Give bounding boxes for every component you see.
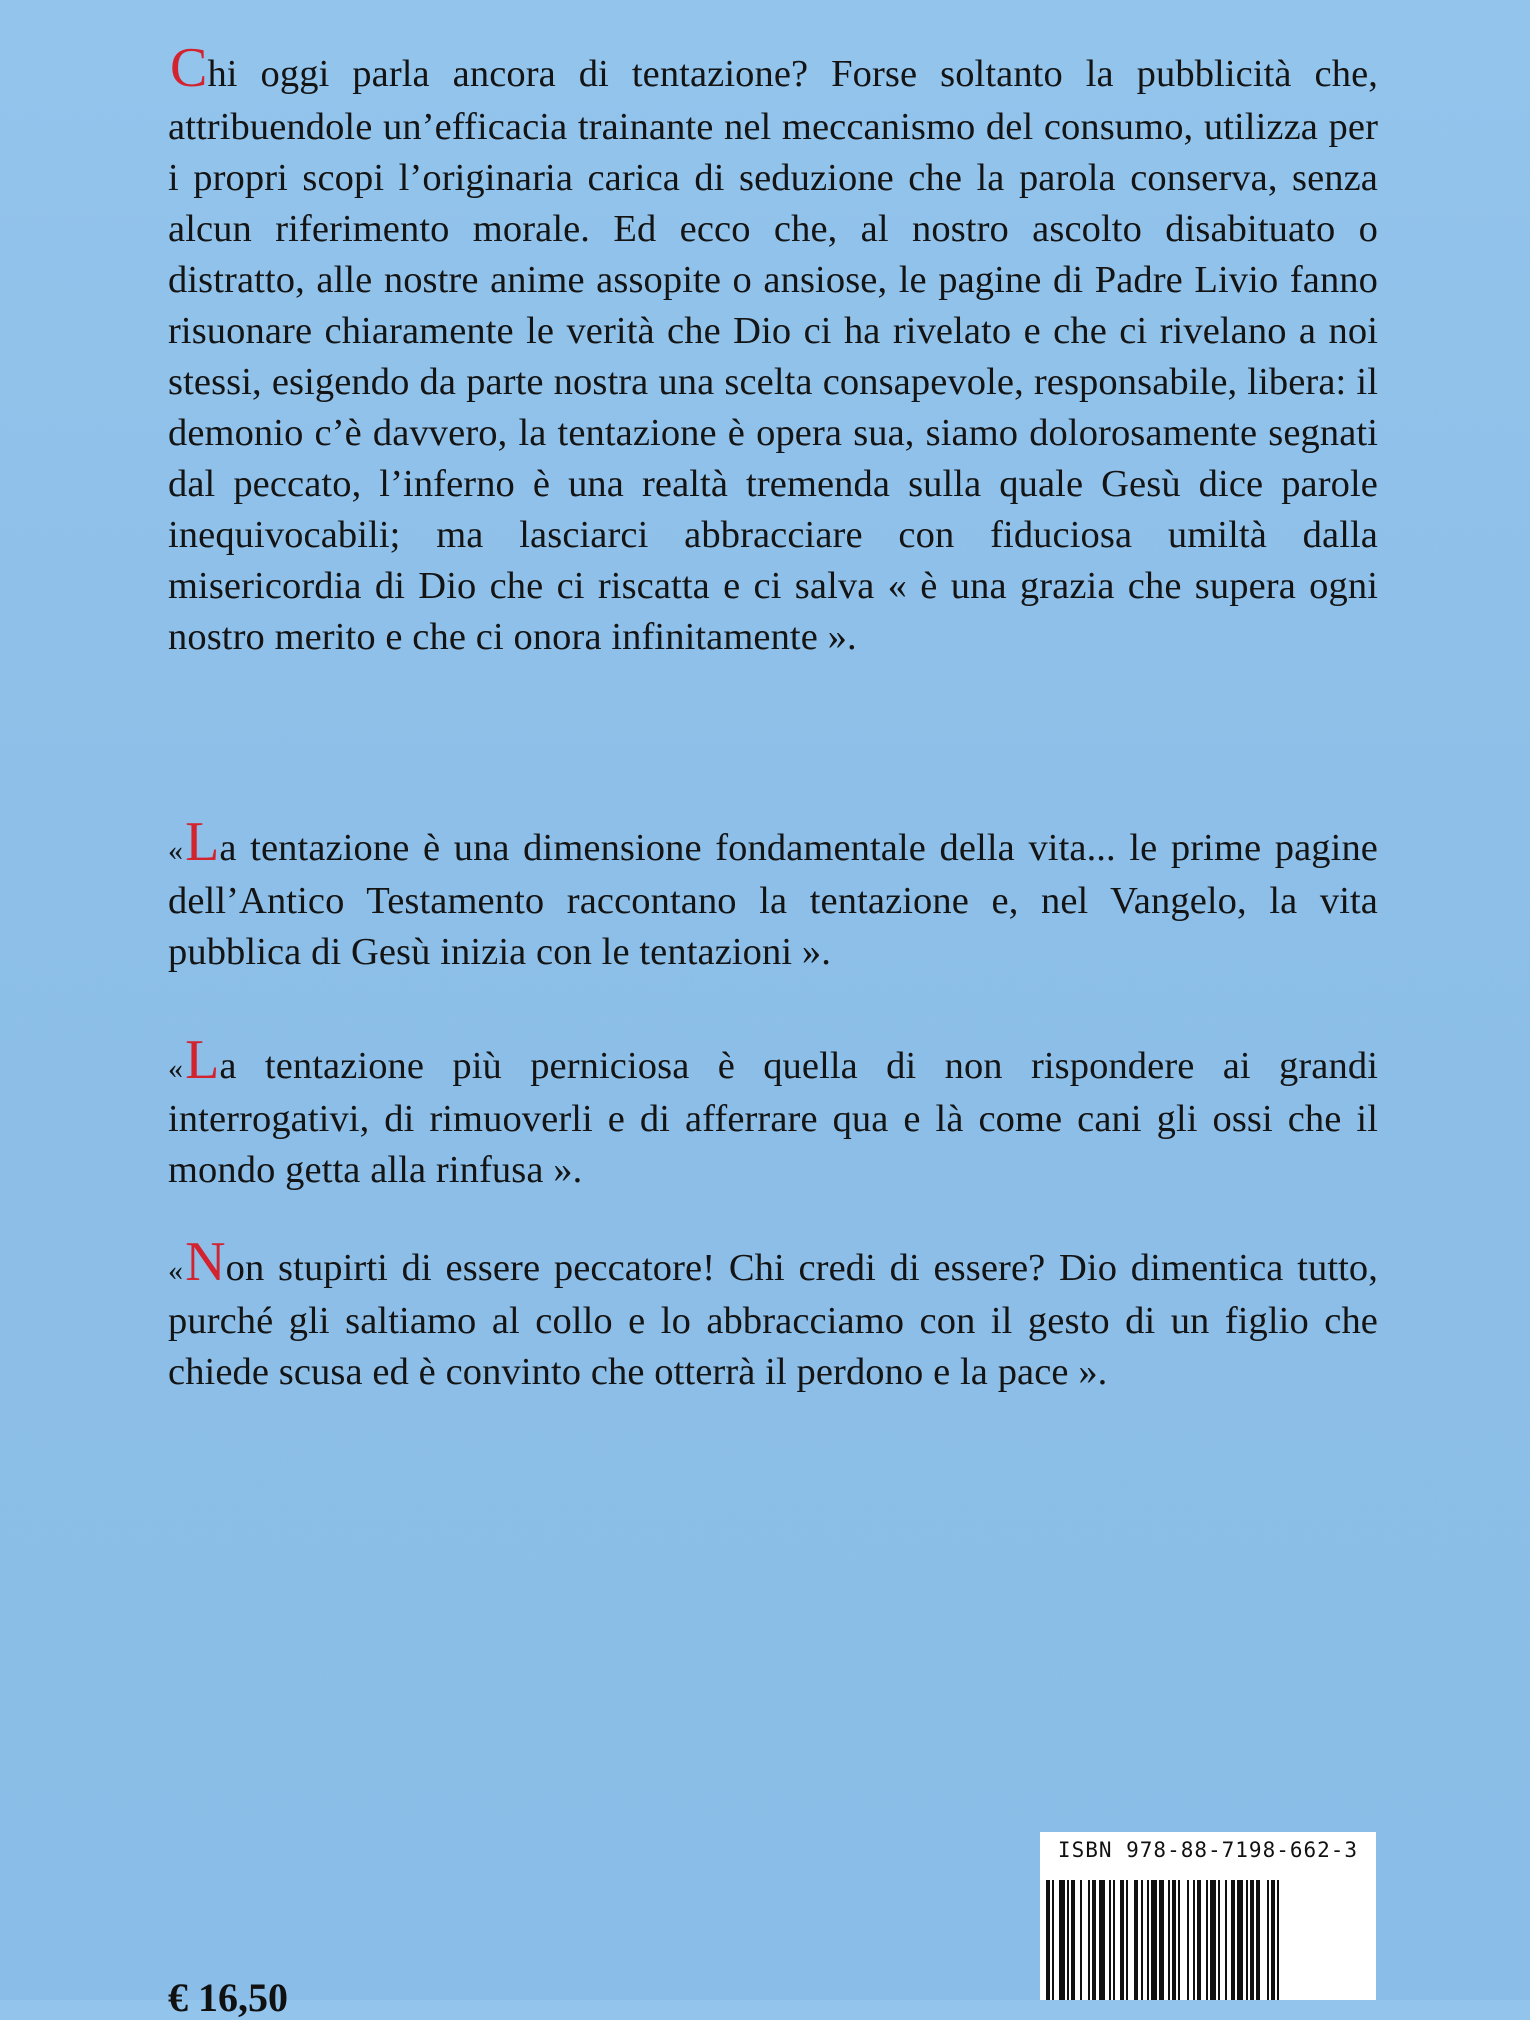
isbn-barcode-label [1040, 1832, 1376, 2000]
barcode-bar [1231, 1880, 1235, 2000]
barcode-bar [1134, 1880, 1138, 2000]
barcode-bar [1046, 1880, 1050, 2000]
paragraph-text: a tentazione più perniciosa è quella di non rispondere ai grandi interrogativi, di rimuoverli e di afferrare qua e là come cani gli ossi che il mondo getta alla rinfusa ». [168, 1045, 1378, 1191]
barcode-bar [1178, 1880, 1180, 2000]
quote-paragraph-3 [168, 1231, 1378, 1398]
opening-quote: « [168, 1254, 184, 1287]
barcode-bar [1193, 1880, 1195, 2000]
barcode-bar [1225, 1880, 1227, 2000]
barcode-bar [1271, 1880, 1275, 2000]
quote-paragraph-1 [168, 811, 1378, 978]
opening-quote: « [168, 1052, 184, 1085]
barcode-bar [1197, 1880, 1201, 2000]
barcode-bar [1277, 1880, 1279, 2000]
barcode-bar [1187, 1880, 1189, 2000]
barcode-bar [1088, 1880, 1090, 2000]
barcode-bar [1092, 1880, 1096, 2000]
barcode-bar [1168, 1880, 1170, 2000]
barcode-bar [1052, 1880, 1054, 2000]
drop-cap: L [185, 811, 220, 873]
barcode-bar [1080, 1880, 1082, 2000]
barcode-bar [1267, 1880, 1269, 2000]
barcode-bar [1147, 1880, 1149, 2000]
blurb-paragraph-1 [168, 37, 1378, 663]
paragraph-text: hi oggi parla ancora di tentazione? Forse soltanto la pubblicità che, attribuendole un’efficacia trainante nel meccanismo del consumo, utilizza per i propri scopi l’originaria carica di seduzione che la parola conserva, senza alcun riferimento morale. Ed ecco che, al nostro ascolto disabituato o distratto, alle nostre anime assopite o ansiose, le pagine di Padre Livio fanno risuonare chiaramente le verità che Dio ci ha rivelato e che ci rivelano a noi stessi, esigendo da parte nostra una scelta consapevole, responsabile, libera: il demonio c’è davvero, la tentazione è opera sua, siamo dolorosamente segnati dal peccato, l’inferno è una realtà tremenda sulla quale Gesù dice parole inequivocabili; ma lasciarci abbracciare con fiduciosa umiltà dalla misericordia di Dio che ci riscatta e ci salva « è una grazia che supera ogni nostro merito e che ci onora infinitamente ». [168, 53, 1378, 658]
barcode-bar [1067, 1880, 1069, 2000]
barcode-bar [1206, 1880, 1208, 2000]
barcode-bar [1113, 1880, 1115, 2000]
barcode-bar [1256, 1880, 1260, 2000]
barcode-bar [1172, 1880, 1176, 2000]
barcode-icon [1046, 1880, 1370, 2000]
barcode-bar [1250, 1880, 1254, 2000]
drop-cap: C [170, 37, 208, 99]
barcode-bar [1126, 1880, 1128, 2000]
barcode-bar [1246, 1880, 1248, 2000]
barcode-bar [1141, 1880, 1143, 2000]
paragraph-text: on stupirti di essere peccatore! Chi credi di essere? Dio dimentica tutto, purché gli saltiamo al collo e lo abbracciamo con il gesto di un figlio che chiede scusa ed è convinto che otterrà il perdono e la pace ». [168, 1247, 1378, 1393]
drop-cap: L [185, 1029, 220, 1091]
isbn-number: ISBN 978-88-7198-662-3 [1057, 1838, 1359, 1862]
barcode-bar [1099, 1880, 1105, 2000]
paragraph-text: a tentazione è una dimensione fondamentale della vita... le prime pagine dell’Antico Testamento raccontano la tentazione e, nel Vangelo, la vita pubblica di Gesù inizia con le tentazioni ». [168, 827, 1378, 973]
barcode-bar [1237, 1880, 1243, 2000]
drop-cap: N [185, 1231, 226, 1293]
quote-paragraph-2 [168, 1029, 1378, 1196]
barcode-bar [1120, 1880, 1124, 2000]
barcode-bar [1071, 1880, 1075, 2000]
opening-quote: « [168, 834, 184, 867]
price-label: € 16,50 [168, 1975, 288, 2020]
barcode-bar [1210, 1880, 1216, 2000]
barcode-bar [1109, 1880, 1111, 2000]
barcode-bar [1151, 1880, 1157, 2000]
barcode-bar [1218, 1880, 1220, 2000]
barcode-bar [1159, 1880, 1163, 2000]
barcode-bar [1059, 1880, 1065, 2000]
